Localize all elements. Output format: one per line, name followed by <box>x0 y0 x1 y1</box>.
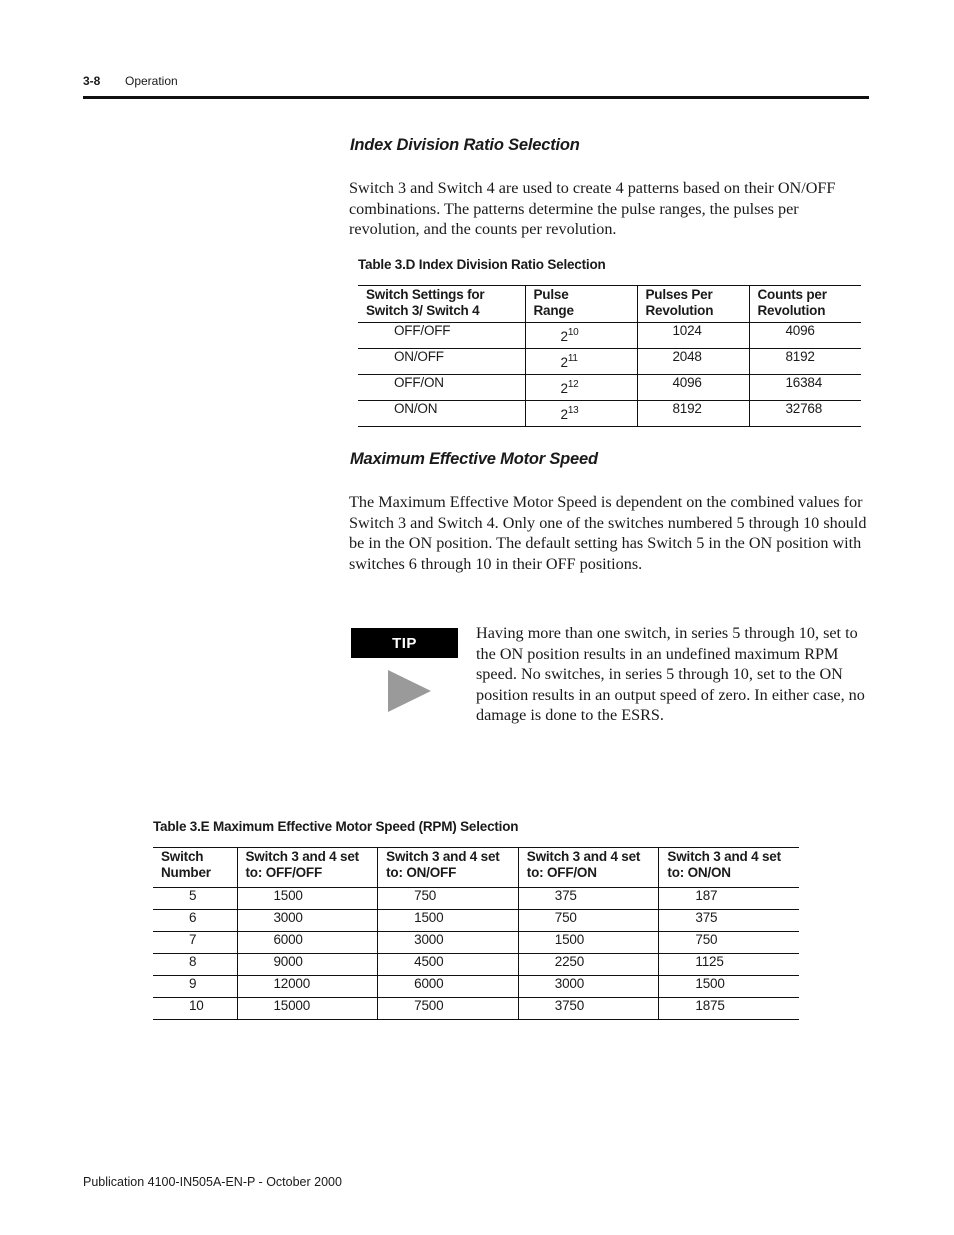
tip-text: Having more than one switch, in series 5 through 10, set to the ON position results in an undefined maximum RPM speed. No switches, in series 5 through 10, set to the ON position results in an output speed of zero. In either case, no damage is done to the ESRS. <box>476 624 865 724</box>
play-arrow-icon <box>388 670 432 712</box>
header-rule <box>83 96 869 99</box>
table-cell: ON/ON <box>358 401 525 427</box>
table-cell: OFF/ON <box>358 375 525 401</box>
tip-label: TIP <box>351 628 458 658</box>
table-cell: 750 <box>518 910 659 932</box>
table-cell: 1125 <box>659 954 799 976</box>
pulse-range-exponent: 12 <box>567 379 579 390</box>
table-cell <box>525 375 637 401</box>
table-d-header: Pulses Per Revolution <box>637 286 749 323</box>
table-d-caption: Table 3.D Index Division Ratio Selection <box>358 257 606 272</box>
table-cell: 1875 <box>659 998 799 1020</box>
table-cell: 15000 <box>237 998 378 1020</box>
table-cell: 9 <box>153 976 237 998</box>
pulse-range-base: 2 <box>560 381 568 396</box>
table-e-header: Switch 3 and 4 set to: ON/ON <box>659 848 799 888</box>
table-cell: 3000 <box>237 910 378 932</box>
table-e-header: Switch 3 and 4 set to: OFF/OFF <box>237 848 378 888</box>
table-e-header: Switch 3 and 4 set to: OFF/ON <box>518 848 659 888</box>
table-cell: 1500 <box>378 910 519 932</box>
table-cell: ON/OFF <box>358 349 525 375</box>
table-row <box>358 401 861 427</box>
table-row <box>358 375 861 401</box>
table-e-caption: Table 3.E Maximum Effective Motor Speed (RPM) Selection <box>153 819 519 834</box>
table-cell <box>525 401 637 427</box>
table-cell: 1500 <box>518 932 659 954</box>
table-d-header: Switch Settings for Switch 3/ Switch 4 <box>358 286 525 323</box>
table-cell: 12000 <box>237 976 378 998</box>
table-cell: 750 <box>378 888 519 910</box>
table-cell: 6000 <box>237 932 378 954</box>
table-cell <box>525 323 637 349</box>
table-cell: 10 <box>153 998 237 1020</box>
pulse-range-exponent: 13 <box>567 405 579 416</box>
table-cell: 3750 <box>518 998 659 1020</box>
table-cell: 4096 <box>637 375 749 401</box>
table-d-header: Counts per Revolution <box>749 286 861 323</box>
motor-speed-paragraph: The Maximum Effective Motor Speed is dependent on the combined values for Switch 3 and Switch 4. Only one of the switches numbered 5 through 10 should be in the ON position. The default setting has Switch 5 in the ON position with switches 6 through 10 in their OFF positions. <box>349 493 867 573</box>
table-cell: 3000 <box>378 932 519 954</box>
table-cell: 5 <box>153 888 237 910</box>
table-row <box>358 349 861 375</box>
table-cell: 32768 <box>749 401 861 427</box>
pulse-range-exponent: 11 <box>567 353 578 364</box>
table-cell: 4500 <box>378 954 519 976</box>
section-name: Operation <box>125 74 178 88</box>
table-e-header: Switch Number <box>153 848 237 888</box>
pulse-range-exponent: 10 <box>567 327 579 338</box>
table-cell: 750 <box>659 932 799 954</box>
table-cell <box>525 349 637 375</box>
table-d-header: Pulse Range <box>525 286 637 323</box>
table-row <box>153 954 799 976</box>
table-row <box>153 910 799 932</box>
motor-speed-heading: Maximum Effective Motor Speed <box>350 450 598 468</box>
table-cell: 2250 <box>518 954 659 976</box>
index-division-paragraph: Switch 3 and Switch 4 are used to create 4 patterns based on their ON/OFF combinations. The patterns determine the pulse ranges, the pulses per revolution, and the counts per revolution. <box>349 179 836 238</box>
motor-speed-table <box>153 847 799 1020</box>
pulse-range-base: 2 <box>560 355 568 370</box>
table-cell: 4096 <box>749 323 861 349</box>
table-cell: 187 <box>659 888 799 910</box>
table-cell: 375 <box>659 910 799 932</box>
table-cell: 1500 <box>659 976 799 998</box>
table-cell: 8 <box>153 954 237 976</box>
footer-publication: Publication 4100-IN505A-EN-P - October 2000 <box>83 1175 342 1189</box>
table-cell: 6 <box>153 910 237 932</box>
table-cell: 16384 <box>749 375 861 401</box>
index-division-heading: Index Division Ratio Selection <box>350 136 580 154</box>
table-cell: 1500 <box>237 888 378 910</box>
table-cell: 7500 <box>378 998 519 1020</box>
pulse-range-base: 2 <box>560 329 568 344</box>
table-e-header: Switch 3 and 4 set to: ON/OFF <box>378 848 519 888</box>
pulse-range-base: 2 <box>560 407 568 422</box>
table-row <box>153 976 799 998</box>
page-number: 3-8 <box>83 74 101 88</box>
table-row <box>358 323 861 349</box>
index-division-table <box>358 285 861 427</box>
table-cell: 6000 <box>378 976 519 998</box>
table-cell: 2048 <box>637 349 749 375</box>
table-cell: 1024 <box>637 323 749 349</box>
table-cell: OFF/OFF <box>358 323 525 349</box>
table-cell: 8192 <box>749 349 861 375</box>
table-row <box>153 932 799 954</box>
table-cell: 7 <box>153 932 237 954</box>
table-row <box>153 888 799 910</box>
table-cell: 8192 <box>637 401 749 427</box>
table-row <box>153 998 799 1020</box>
table-cell: 3000 <box>518 976 659 998</box>
table-cell: 9000 <box>237 954 378 976</box>
table-cell: 375 <box>518 888 659 910</box>
